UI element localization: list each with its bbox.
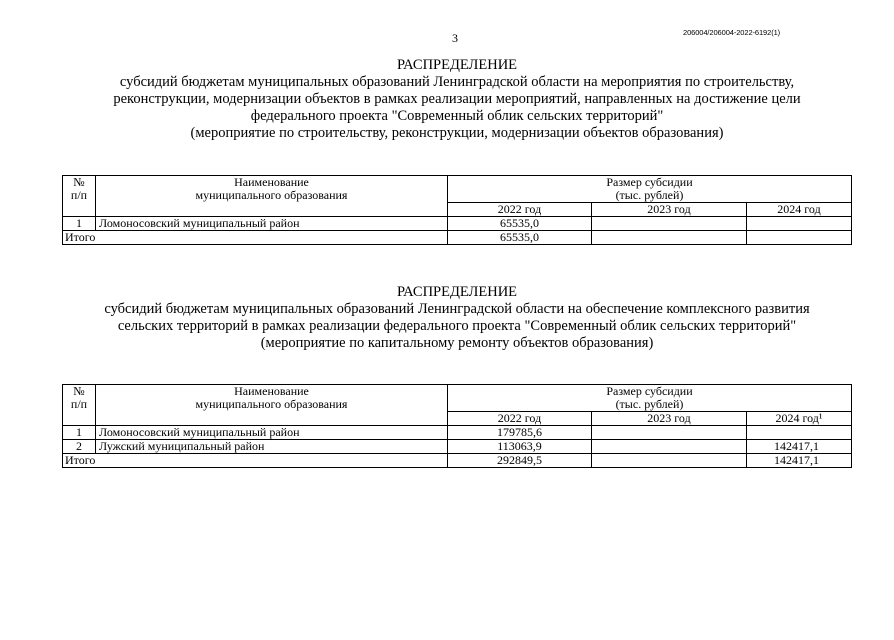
header-year-2024: 2024 год (747, 203, 852, 217)
section1-title: РАСПРЕДЕЛЕНИЕ (396, 57, 518, 73)
section1-line-4: (мероприятие по строительству, реконструкции, модернизации объектов образования) (190, 125, 724, 141)
total-2022: 292849,5 (448, 454, 592, 468)
row-num: 2 (63, 440, 96, 454)
header-year-2022: 2022 год (448, 412, 592, 426)
row-num: 1 (63, 426, 96, 440)
table-total-row (63, 454, 852, 468)
header-name: Наименование муниципального образования (96, 385, 448, 426)
row-2023 (592, 440, 747, 454)
section1-table (62, 175, 852, 245)
table-row (63, 426, 852, 440)
total-2023 (592, 454, 747, 468)
row-2024 (747, 217, 852, 231)
header-amount: Размер субсидии (тыс. рублей) (448, 176, 852, 203)
row-2022: 113063,9 (448, 440, 592, 454)
table-header-row (63, 385, 852, 412)
table-total-row (63, 231, 852, 245)
row-2022: 179785,6 (448, 426, 592, 440)
row-name: Лужский муниципальный район (96, 440, 448, 454)
row-2024 (747, 426, 852, 440)
header-name: Наименование муниципального образования (96, 176, 448, 217)
header-num: № п/п (63, 385, 96, 426)
section2-line-3: (мероприятие по капитальному ремонту объектов образования) (260, 335, 654, 351)
total-label: Итого (63, 454, 448, 468)
section2-line-1: субсидий бюджетам муниципальных образований Ленинградской области на обеспечение комплексного развития (104, 301, 810, 317)
section1-line-3: федерального проекта "Современный облик сельских территорий" (250, 108, 664, 124)
row-2023 (592, 426, 747, 440)
header-year-2024: 2024 год¹ (747, 412, 852, 426)
row-num: 1 (63, 217, 96, 231)
table-row (63, 217, 852, 231)
total-2023 (592, 231, 747, 245)
header-num: № п/п (63, 176, 96, 217)
header-year-2023: 2023 год (592, 203, 747, 217)
header-year-2023: 2023 год (592, 412, 747, 426)
document-id: 206004/206004-2022-6192(1) (683, 28, 781, 37)
total-2022: 65535,0 (448, 231, 592, 245)
row-name: Ломоносовский муниципальный район (96, 426, 448, 440)
section2-line-2: сельских территорий в рамках реализации федерального проекта "Современный облик сельских территорий" (117, 318, 797, 334)
section2-heading (60, 284, 854, 352)
row-2023 (592, 217, 747, 231)
row-2022: 65535,0 (448, 217, 592, 231)
section1-line-2: реконструкции, модернизации объектов в рамках реализации мероприятий, направленных на достижение цели (113, 91, 801, 107)
total-2024 (747, 231, 852, 245)
section1-line-1: субсидий бюджетам муниципальных образований Ленинградской области на мероприятия по строительству, (119, 74, 795, 90)
total-2024: 142417,1 (747, 454, 852, 468)
section2-table (62, 384, 852, 468)
row-2024: 142417,1 (747, 440, 852, 454)
header-year-2022: 2022 год (448, 203, 592, 217)
section1-heading (60, 57, 854, 142)
header-amount: Размер субсидии (тыс. рублей) (448, 385, 852, 412)
page-number: 3 (452, 31, 458, 45)
table-header-row (63, 176, 852, 203)
table-row (63, 440, 852, 454)
total-label: Итого (63, 231, 448, 245)
section2-title: РАСПРЕДЕЛЕНИЕ (396, 284, 518, 300)
row-name: Ломоносовский муниципальный район (96, 217, 448, 231)
